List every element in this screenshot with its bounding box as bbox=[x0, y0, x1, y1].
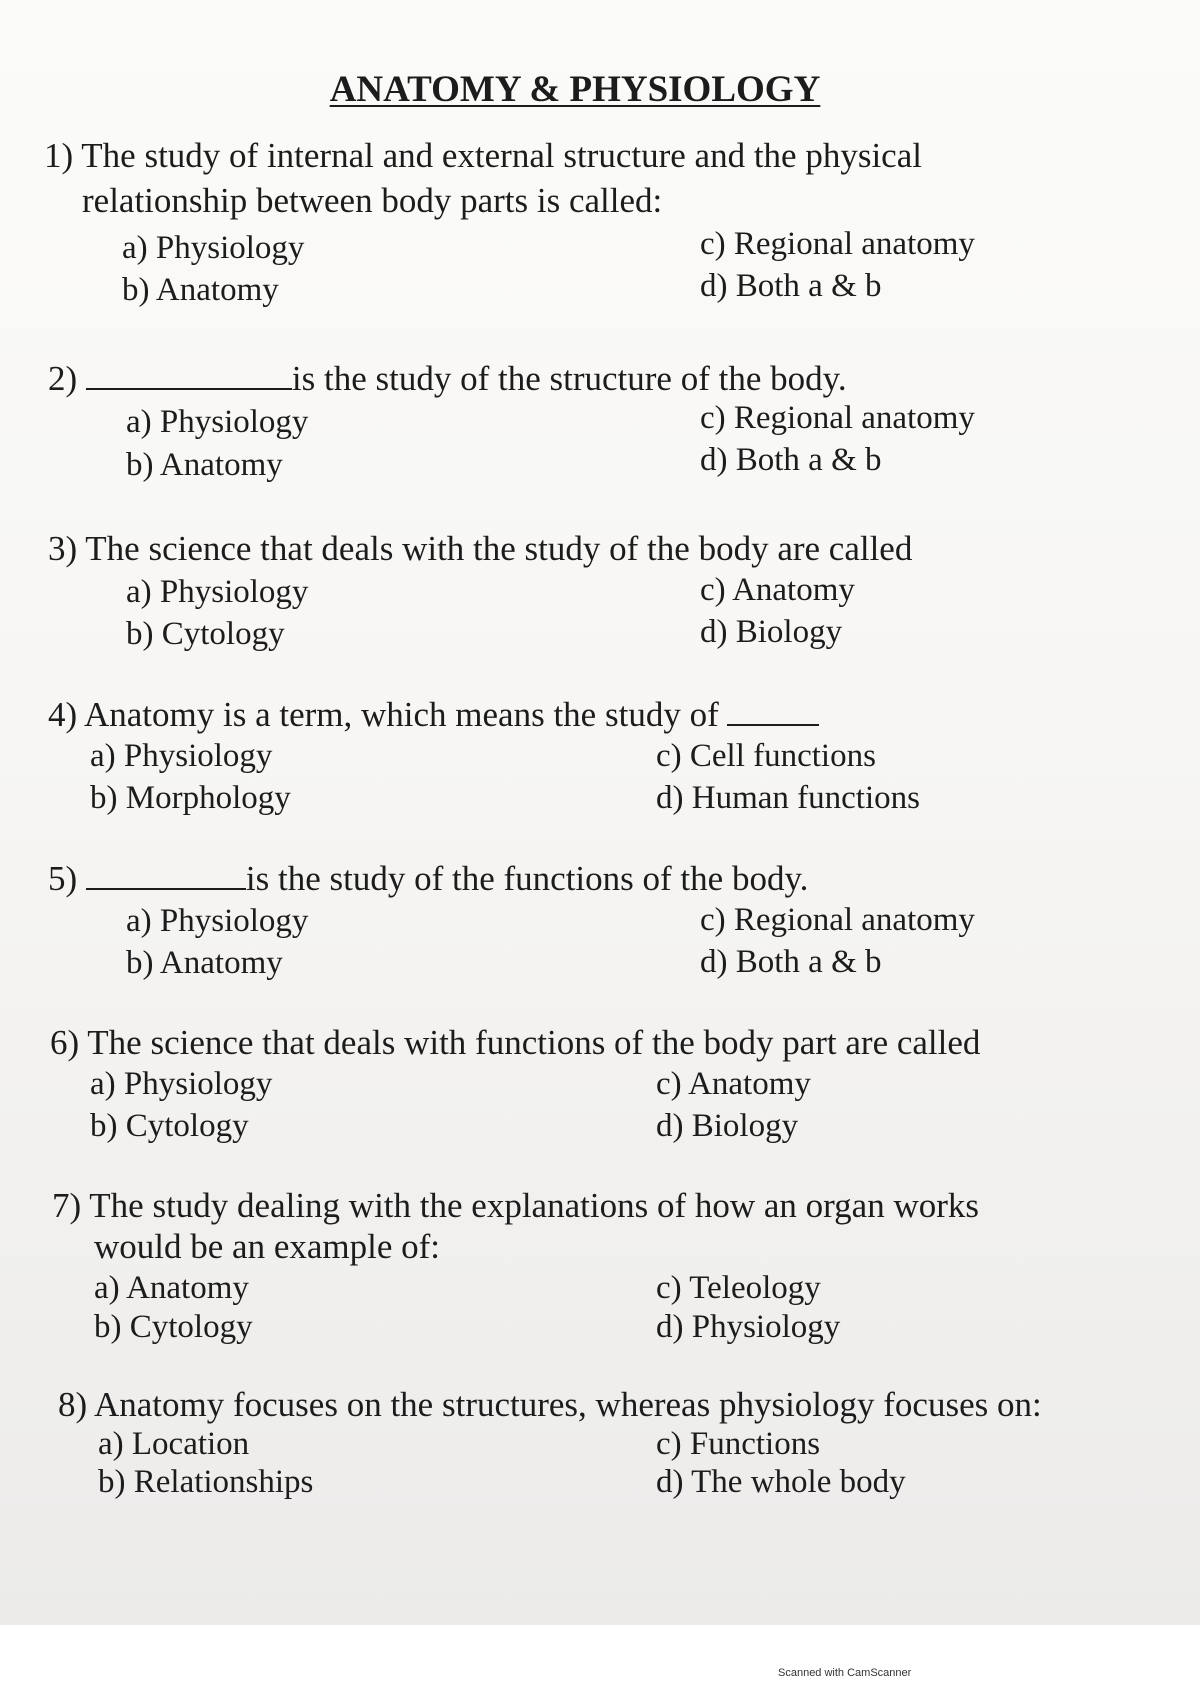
question-8-option-c: c) Functions bbox=[656, 1426, 821, 1462]
answer-blank bbox=[86, 358, 292, 390]
question-7-option-b: b) Cytology bbox=[94, 1309, 253, 1345]
question-4-option-d: d) Human functions bbox=[656, 780, 920, 816]
question-8-text: 8) Anatomy focuses on the structures, whereas physiology focuses on: bbox=[58, 1385, 1042, 1424]
question-8-option-d: d) The whole body bbox=[656, 1464, 906, 1500]
page-footer bbox=[0, 1625, 1200, 1698]
page-title: ANATOMY & PHYSIOLOGY bbox=[329, 69, 821, 110]
question-3-option-b: b) Cytology bbox=[126, 616, 285, 652]
question-2-text: 2) is the study of the structure of the body. bbox=[48, 359, 847, 398]
question-6-option-c: c) Anatomy bbox=[656, 1066, 811, 1102]
question-8-option-a: a) Location bbox=[98, 1426, 250, 1462]
question-5-option-b: b) Anatomy bbox=[126, 945, 283, 981]
question-5-option-a: a) Physiology bbox=[126, 903, 309, 939]
question-1-text-line-2: relationship between body parts is called: bbox=[82, 181, 663, 220]
question-5-text: 5) is the study of the functions of the body. bbox=[48, 859, 809, 898]
question-8-option-b: b) Relationships bbox=[98, 1464, 314, 1500]
question-4-option-a: a) Physiology bbox=[90, 738, 273, 774]
question-2-option-c: c) Regional anatomy bbox=[700, 400, 975, 436]
answer-blank bbox=[86, 858, 246, 890]
question-4-option-c: c) Cell functions bbox=[656, 738, 876, 774]
question-3-option-c: c) Anatomy bbox=[700, 572, 855, 608]
question-4-option-b: b) Morphology bbox=[90, 780, 291, 816]
question-3-option-d: d) Biology bbox=[700, 614, 843, 650]
question-1-option-b: b) Anatomy bbox=[122, 272, 279, 308]
question-3-text: 3) The science that deals with the study of the body are called bbox=[48, 529, 913, 568]
question-4-text: 4) Anatomy is a term, which means the study of bbox=[48, 694, 819, 736]
question-7-option-a: a) Anatomy bbox=[94, 1270, 249, 1306]
question-6-option-a: a) Physiology bbox=[90, 1066, 273, 1102]
question-6-option-d: d) Biology bbox=[656, 1108, 799, 1144]
question-5-option-c: c) Regional anatomy bbox=[700, 902, 975, 938]
scanner-watermark: Scanned with CamScanner bbox=[778, 1667, 912, 1679]
question-7-text: 7) The study dealing with the explanations of how an organ works bbox=[52, 1186, 980, 1225]
question-2-option-b: b) Anatomy bbox=[126, 447, 283, 483]
question-5-option-d: d) Both a & b bbox=[700, 944, 882, 980]
question-7-option-c: c) Teleology bbox=[656, 1270, 821, 1306]
question-1-option-a: a) Physiology bbox=[122, 230, 305, 266]
question-2-option-d: d) Both a & b bbox=[700, 442, 882, 478]
question-1-text: 1) The study of internal and external structure and the physical bbox=[44, 136, 922, 175]
question-7-option-d: d) Physiology bbox=[656, 1309, 841, 1345]
answer-blank bbox=[727, 694, 819, 726]
question-1-option-c: c) Regional anatomy bbox=[700, 226, 975, 262]
question-3-option-a: a) Physiology bbox=[126, 574, 309, 610]
question-1-option-d: d) Both a & b bbox=[700, 268, 882, 304]
question-2-option-a: a) Physiology bbox=[126, 404, 309, 440]
question-6-text: 6) The science that deals with functions of the body part are called bbox=[50, 1023, 981, 1062]
question-6-option-b: b) Cytology bbox=[90, 1108, 249, 1144]
question-7-text-line-2: would be an example of: bbox=[94, 1227, 441, 1266]
